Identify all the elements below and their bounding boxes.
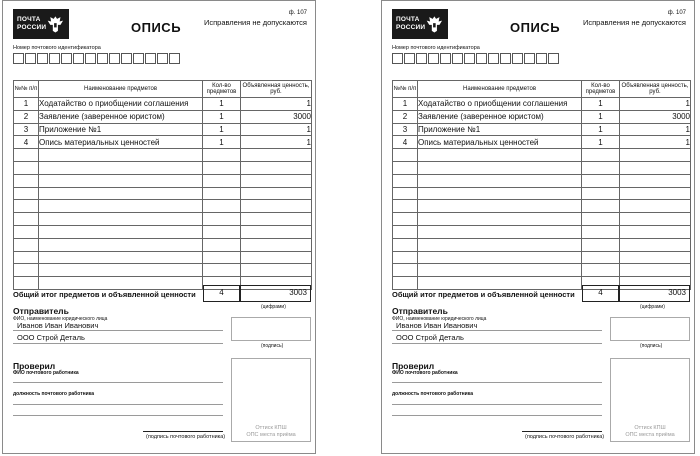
id-digit-box[interactable] [428, 53, 439, 64]
postman-position-label: должность почтового работника [13, 391, 95, 397]
id-digit-box[interactable] [133, 53, 144, 64]
total-value: 3003 [240, 285, 311, 302]
postman-position-label: должность почтового работника [392, 391, 474, 397]
empty-row [393, 161, 691, 174]
id-digit-box[interactable] [49, 53, 60, 64]
id-digit-box[interactable] [404, 53, 415, 64]
logo-line2: РОССИИ [17, 24, 47, 31]
total-label: Общий итог предметов и объявленной ценности [392, 290, 575, 299]
col-name-header: Наименование предметов [418, 81, 582, 98]
stamp-line2: ОПС места приёма [246, 432, 296, 438]
row-name: Приложение №1 [418, 123, 582, 136]
id-digit-box[interactable] [169, 53, 180, 64]
sender-signature-box[interactable] [610, 317, 690, 341]
id-digit-box[interactable] [61, 53, 72, 64]
postman-name-line [392, 382, 602, 383]
logo-line1: ПОЧТА [17, 16, 41, 23]
empty-row [393, 200, 691, 213]
empty-row [14, 149, 312, 162]
digits-label: (цифрами) [261, 304, 286, 310]
sender-hint: ФИО, наименование юридического лица [13, 316, 108, 322]
row-num: 2 [393, 110, 418, 123]
col-value-header: Объявленная ценность, руб. [241, 81, 312, 98]
no-corrections-note: Исправления не допускаются [203, 18, 307, 27]
sender-signature-box[interactable] [231, 317, 311, 341]
empty-row [14, 264, 312, 277]
id-digit-box[interactable] [464, 53, 475, 64]
table-row [14, 110, 312, 123]
postman-signature-line [522, 431, 602, 432]
total-label: Общий итог предметов и объявленной ценности [13, 290, 196, 299]
form-107-left [2, 0, 316, 454]
table-row [393, 98, 691, 111]
logo-line2: РОССИИ [396, 24, 426, 31]
table-row [14, 98, 312, 111]
empty-row [14, 238, 312, 251]
row-value: 3000 [241, 110, 312, 123]
id-digit-box[interactable] [500, 53, 511, 64]
empty-row [393, 251, 691, 264]
row-qty: 1 [582, 123, 620, 136]
id-digit-box[interactable] [440, 53, 451, 64]
total-qty: 4 [203, 285, 240, 302]
row-name: Заявление (заверенное юристом) [418, 110, 582, 123]
row-qty: 1 [203, 110, 241, 123]
row-name: Приложение №1 [39, 123, 203, 136]
empty-row [14, 251, 312, 264]
empty-row [393, 213, 691, 226]
row-num: 4 [393, 136, 418, 149]
row-value: 1 [241, 136, 312, 149]
row-value: 1 [241, 98, 312, 111]
stamp-line2: ОПС места приёма [625, 432, 675, 438]
row-num: 1 [14, 98, 39, 111]
sender-name-line [392, 330, 602, 331]
sender-org-line [13, 343, 223, 344]
empty-row [393, 174, 691, 187]
sender-org: ООО Строй Деталь [396, 333, 464, 342]
row-qty: 1 [582, 98, 620, 111]
empty-row [14, 200, 312, 213]
stamp-line1: Оттиск КПШ [634, 425, 666, 431]
postman-position-line [392, 404, 602, 405]
postman-signature-label: (подпись почтового работника) [146, 434, 226, 440]
empty-row [393, 238, 691, 251]
logo-line1: ПОЧТА [396, 16, 420, 23]
postman-signature-label: (подпись почтового работника) [525, 434, 605, 440]
id-digit-box[interactable] [85, 53, 96, 64]
id-digit-box[interactable] [416, 53, 427, 64]
sender-heading: Отправитель [392, 306, 448, 316]
id-digit-box[interactable] [524, 53, 535, 64]
no-corrections-note: Исправления не допускаются [582, 18, 686, 27]
table-row [393, 136, 691, 149]
col-num-header: №№ п/п [393, 81, 418, 98]
page-title: ОПИСЬ [131, 20, 182, 35]
double-eagle-icon [425, 12, 444, 36]
table-row [14, 123, 312, 136]
inventory-table [13, 80, 312, 290]
id-digit-box[interactable] [512, 53, 523, 64]
digits-label: (цифрами) [640, 304, 665, 310]
row-qty: 1 [582, 110, 620, 123]
empty-row [393, 264, 691, 277]
row-num: 3 [393, 123, 418, 136]
postman-extra-line [13, 415, 223, 416]
id-digit-box[interactable] [25, 53, 36, 64]
postman-name-label: ФИО почтового работника [13, 370, 79, 376]
sender-heading: Отправитель [13, 306, 69, 316]
signature-label: (подпись) [640, 343, 663, 349]
row-value: 1 [620, 123, 691, 136]
row-num: 3 [14, 123, 39, 136]
row-qty: 1 [203, 136, 241, 149]
col-num-header: №№ п/п [14, 81, 39, 98]
row-name: Ходатайство о приобщении соглашения [39, 98, 203, 111]
id-digit-box[interactable] [109, 53, 120, 64]
sender-name: Иванов Иван Иванович [396, 321, 478, 330]
col-name-header: Наименование предметов [39, 81, 203, 98]
row-value: 1 [241, 123, 312, 136]
tracking-id-boxes[interactable] [392, 53, 560, 64]
russian-post-logo [392, 9, 448, 39]
stamp-line1: Оттиск КПШ [255, 425, 287, 431]
form-number: ф. 107 [288, 10, 307, 16]
row-value: 3000 [620, 110, 691, 123]
total-qty: 4 [582, 285, 619, 302]
postman-name-label: ФИО почтового работника [392, 370, 458, 376]
form-number: ф. 107 [667, 10, 686, 16]
col-qty-header: Кол-во предметов [203, 81, 241, 98]
row-qty: 1 [203, 123, 241, 136]
page-title: ОПИСЬ [510, 20, 561, 35]
empty-row [14, 225, 312, 238]
row-name: Заявление (заверенное юристом) [39, 110, 203, 123]
signature-label: (подпись) [261, 343, 284, 349]
double-eagle-icon [46, 12, 65, 36]
empty-row [14, 213, 312, 226]
table-row [14, 136, 312, 149]
tracking-id-label: Номер почтового идентификатора [13, 45, 101, 51]
postman-signature-line [143, 431, 223, 432]
row-value: 1 [620, 136, 691, 149]
id-digit-box[interactable] [73, 53, 84, 64]
row-value: 1 [620, 98, 691, 111]
row-name: Опись материальных ценностей [418, 136, 582, 149]
tracking-id-boxes[interactable] [13, 53, 181, 64]
total-value: 3003 [619, 285, 690, 302]
sender-name-line [13, 330, 223, 331]
row-num: 1 [393, 98, 418, 111]
table-row [393, 110, 691, 123]
id-digit-box[interactable] [145, 53, 156, 64]
checked-heading: Проверил [13, 361, 56, 371]
id-digit-box[interactable] [121, 53, 132, 64]
table-header [393, 81, 691, 98]
table-row [393, 123, 691, 136]
empty-row [14, 174, 312, 187]
checked-heading: Проверил [392, 361, 435, 371]
sender-org-line [392, 343, 602, 344]
empty-row [393, 149, 691, 162]
id-digit-box[interactable] [97, 53, 108, 64]
row-qty: 1 [582, 136, 620, 149]
row-num: 4 [14, 136, 39, 149]
inventory-table [392, 80, 691, 290]
russian-post-logo [13, 9, 69, 39]
row-name: Опись материальных ценностей [39, 136, 203, 149]
postman-name-line [13, 382, 223, 383]
id-digit-box[interactable] [452, 53, 463, 64]
empty-row [14, 161, 312, 174]
empty-row [393, 187, 691, 200]
form-107-right [381, 0, 695, 454]
id-digit-box[interactable] [392, 53, 403, 64]
postman-position-line [13, 404, 223, 405]
row-qty: 1 [203, 98, 241, 111]
col-qty-header: Кол-во предметов [582, 81, 620, 98]
postman-extra-line [392, 415, 602, 416]
sender-org: ООО Строй Деталь [17, 333, 85, 342]
col-value-header: Объявленная ценность, руб. [620, 81, 691, 98]
id-digit-box[interactable] [536, 53, 547, 64]
sender-name: Иванов Иван Иванович [17, 321, 99, 330]
empty-row [14, 187, 312, 200]
tracking-id-label: Номер почтового идентификатора [392, 45, 480, 51]
id-digit-box[interactable] [488, 53, 499, 64]
sender-hint: ФИО, наименование юридического лица [392, 316, 487, 322]
row-name: Ходатайство о приобщении соглашения [418, 98, 582, 111]
id-digit-box[interactable] [476, 53, 487, 64]
table-header [14, 81, 312, 98]
empty-row [393, 225, 691, 238]
row-num: 2 [14, 110, 39, 123]
id-digit-box[interactable] [13, 53, 24, 64]
id-digit-box[interactable] [37, 53, 48, 64]
id-digit-box[interactable] [548, 53, 559, 64]
id-digit-box[interactable] [157, 53, 168, 64]
